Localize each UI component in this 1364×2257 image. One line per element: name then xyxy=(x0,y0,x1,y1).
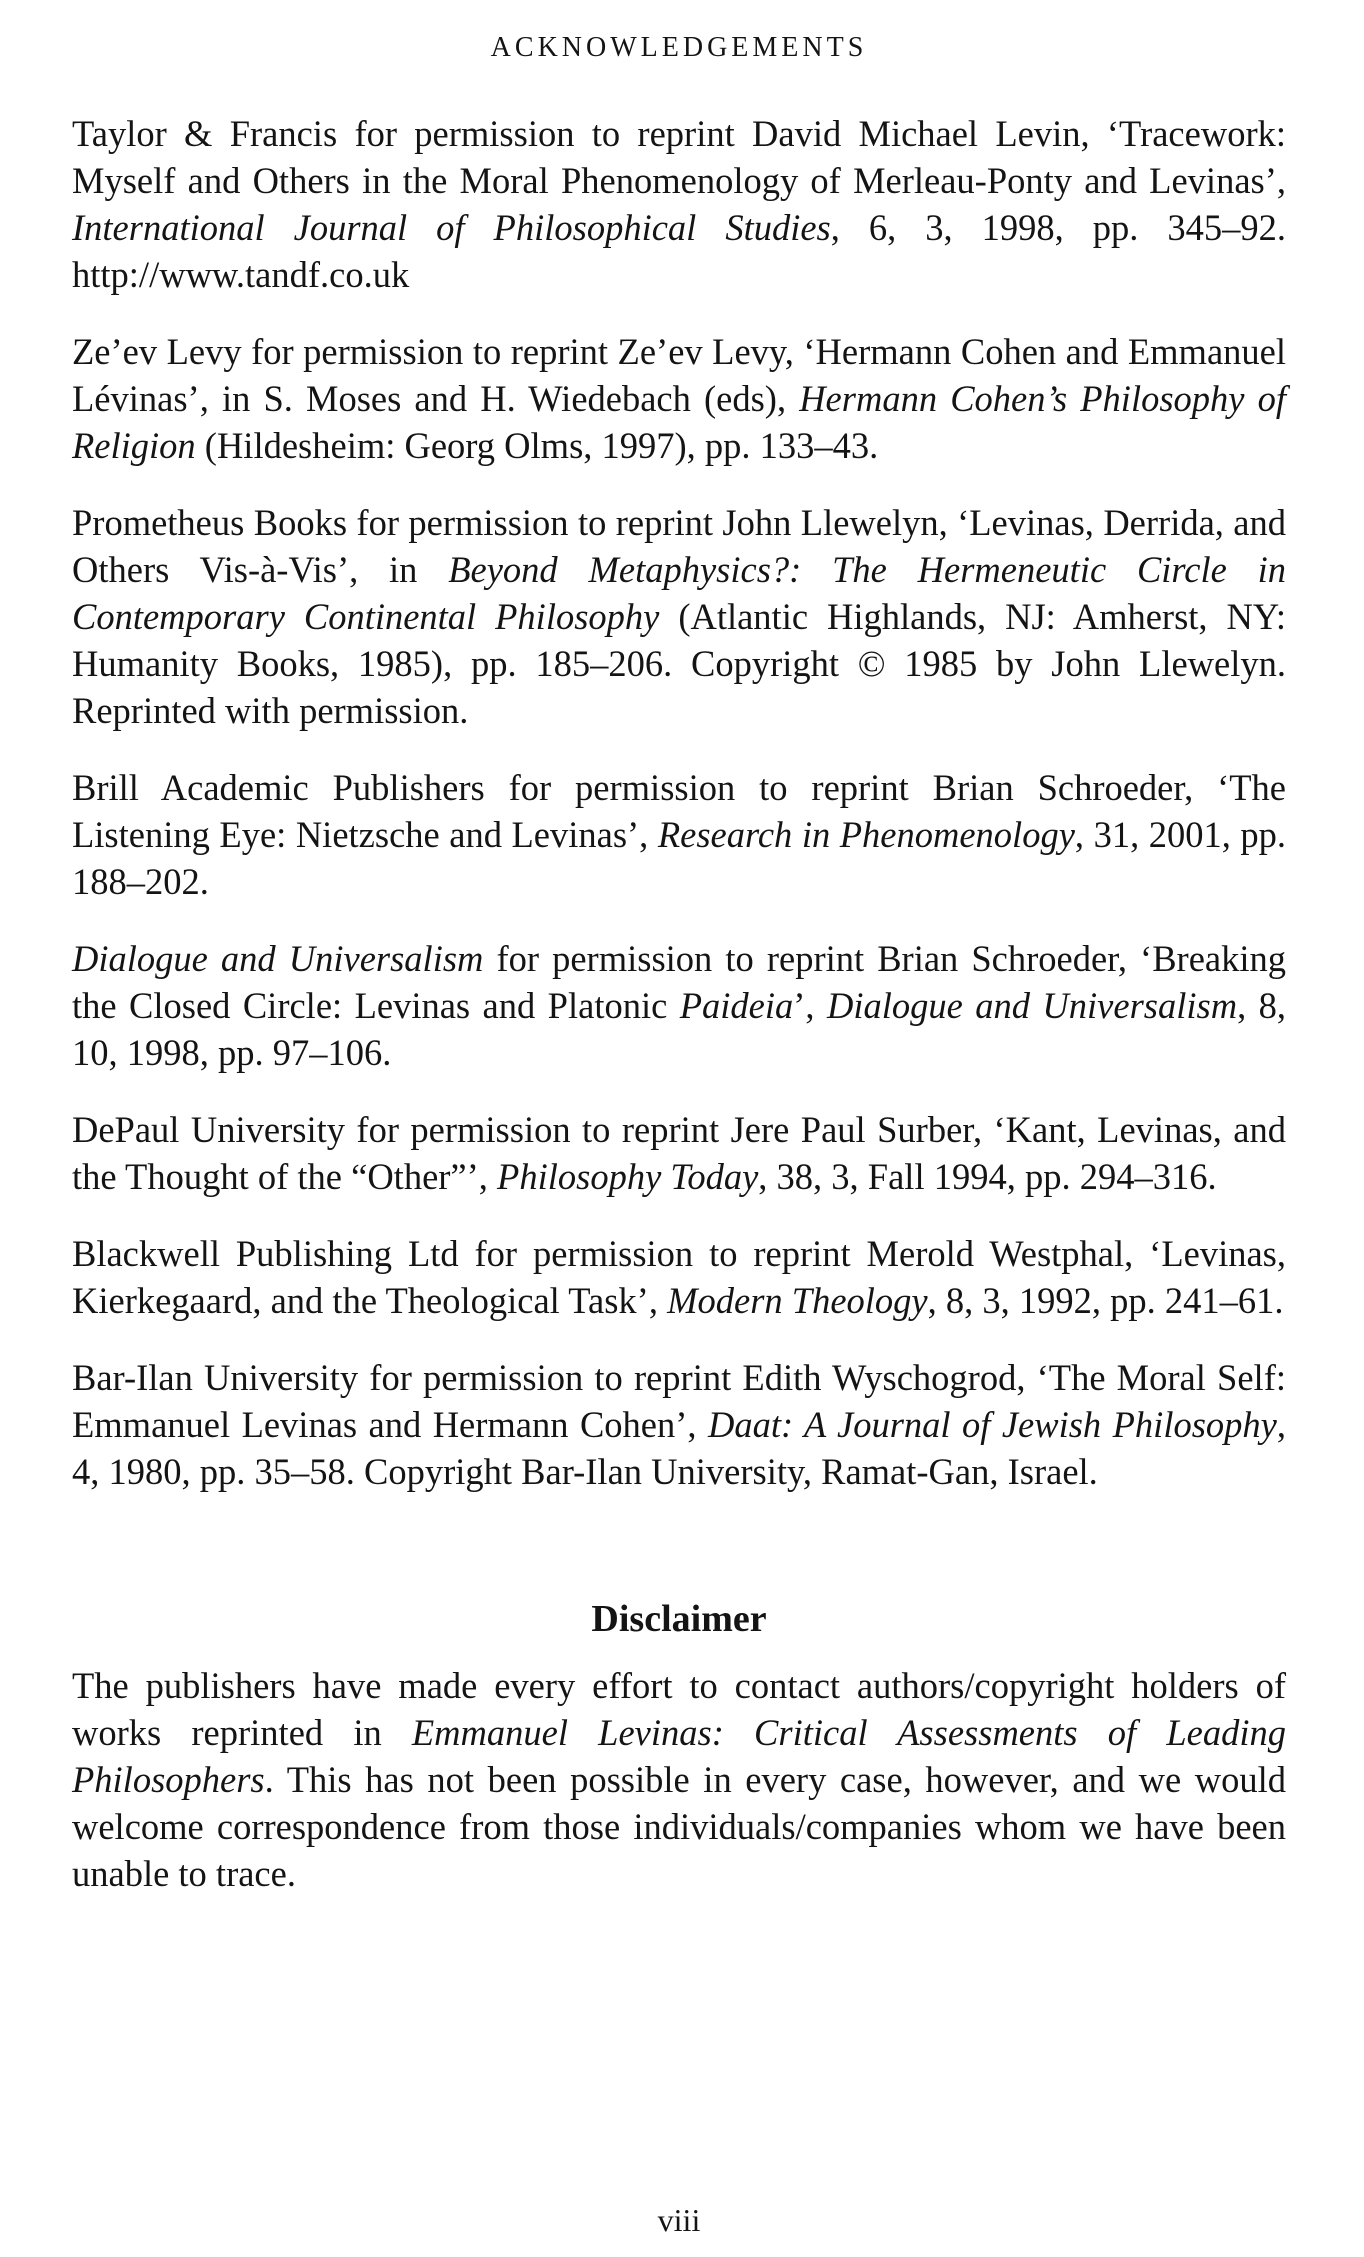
italic-title-run: Research in Phenomenology xyxy=(657,814,1075,855)
text-run: DePaul University for permission to reprint Jere Paul Surber, ‘Kant, Levinas, and the Thought of the “Other”’, xyxy=(72,1109,1286,1197)
acknowledgement-entry xyxy=(72,1106,1286,1200)
text-run: , 6, 3, 1998, pp. 345–92. http://www.tandf.co.uk xyxy=(72,207,1287,295)
italic-title-run: Emmanuel Levinas: Critical Assessments of Leading Philosophers xyxy=(72,1712,1286,1800)
acknowledgement-entry xyxy=(72,1354,1286,1495)
text-run: Blackwell Publishing Ltd for permission to reprint Merold Westphal, ‘Levinas, Kierkegaard, and the Theological Task’, xyxy=(72,1233,1286,1321)
text-run: . This has not been possible in every case, however, and we would welcome correspondence from those individuals/companies whom we have been unable to trace. xyxy=(72,1759,1286,1894)
text-run: , 31, 2001, pp. 188–202. xyxy=(72,814,1286,902)
text-run: , 4, 1980, pp. 35–58. Copyright Bar-Ilan University, Ramat-Gan, Israel. xyxy=(72,1404,1286,1492)
disclaimer-text xyxy=(72,1662,1286,1897)
acknowledgement-entry xyxy=(72,499,1286,734)
page-number: viii xyxy=(657,2202,701,2238)
text-run: , 8, 10, 1998, pp. 97–106. xyxy=(72,985,1287,1073)
acknowledgement-entry xyxy=(72,764,1286,905)
text-run: , 38, 3, Fall 1994, pp. 294–316. xyxy=(758,1156,1217,1197)
page xyxy=(72,0,1286,2257)
italic-title-run: Hermann Cohen’s Philosophy of Religion xyxy=(72,378,1287,466)
text-run: for permission to reprint Brian Schroeder, ‘Breaking the Closed Circle: Levinas and Platonic xyxy=(72,938,1287,1026)
acknowledgements-list xyxy=(72,110,1286,1525)
acknowledgement-entry xyxy=(72,328,1286,469)
text-run: The publishers have made every effort to contact authors/copyright holders of works reprinted in xyxy=(72,1665,1286,1753)
text-run: Bar-Ilan University for permission to reprint Edith Wyschogrod, ‘The Moral Self: Emmanuel Levinas and Hermann Cohen’, xyxy=(72,1357,1286,1445)
running-head: ACKNOWLEDGEMENTS xyxy=(490,32,868,63)
disclaimer-heading: Disclaimer xyxy=(591,1598,767,1640)
italic-title-run: Daat: A Journal of Jewish Philosophy xyxy=(707,1404,1277,1445)
text-run: ’, xyxy=(793,985,827,1026)
text-run: (Atlantic Highlands, NJ: Amherst, NY: Humanity Books, 1985), pp. 185–206. Copyright © 1985 by John Llewelyn. Reprinted with permission. xyxy=(72,596,1286,731)
acknowledgement-entry xyxy=(72,1230,1286,1324)
italic-title-run: Dialogue and Universalism xyxy=(72,938,484,979)
text-run: Ze’ev Levy for permission to reprint Ze’ev Levy, ‘Hermann Cohen and Emmanuel Lévinas’, in S. Moses and H. Wiedebach (eds), xyxy=(72,331,1286,419)
italic-title-run: Paideia xyxy=(679,985,794,1026)
italic-title-run: Philosophy Today xyxy=(497,1156,759,1197)
italic-title-run: Dialogue and Universalism xyxy=(826,985,1238,1026)
text-run: Taylor & Francis for permission to reprint David Michael Levin, ‘Tracework: Myself and Others in the Moral Phenomenology of Merleau-Ponty and Levinas’, xyxy=(72,113,1286,201)
italic-title-run: Modern Theology xyxy=(667,1280,928,1321)
italic-title-run: International Journal of Philosophical Studies xyxy=(72,207,831,248)
text-run: (Hildesheim: Georg Olms, 1997), pp. 133–43. xyxy=(195,425,879,466)
text-run: Brill Academic Publishers for permission to reprint Brian Schroeder, ‘The Listening Eye: Nietzsche and Levinas’, xyxy=(72,767,1286,855)
acknowledgement-entry xyxy=(72,110,1286,298)
text-run: , 8, 3, 1992, pp. 241–61. xyxy=(927,1280,1284,1321)
text-run: Prometheus Books for permission to reprint John Llewelyn, ‘Levinas, Derrida, and Others Vis-à-Vis’, in xyxy=(72,502,1286,590)
acknowledgement-entry xyxy=(72,935,1286,1076)
italic-title-run: Beyond Metaphysics?: The Hermeneutic Circle in Contemporary Continental Philosophy xyxy=(72,549,1287,637)
